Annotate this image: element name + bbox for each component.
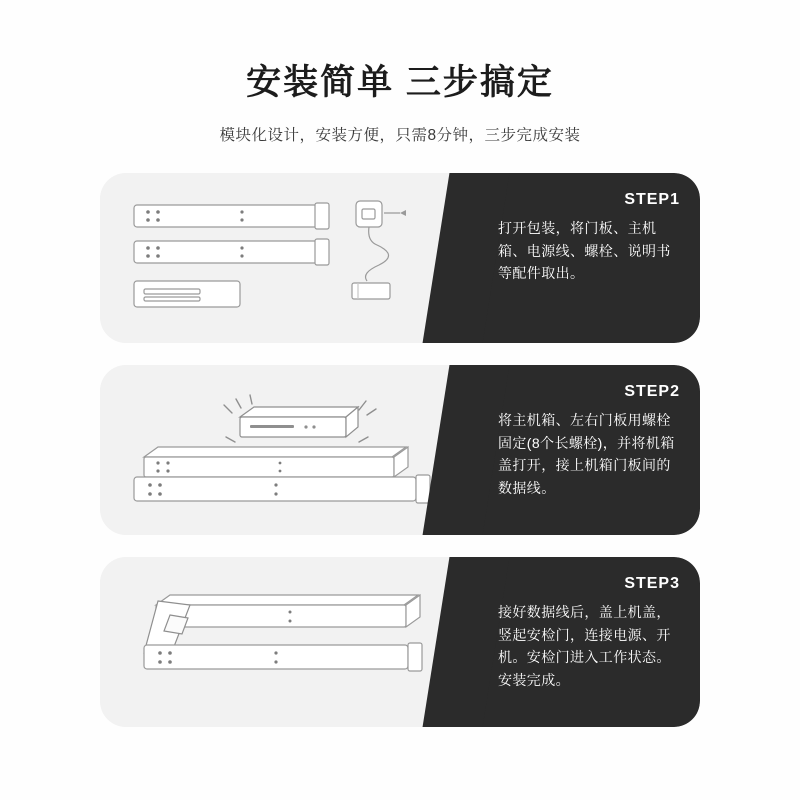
step-1-illustration xyxy=(100,173,470,343)
step-3-label: STEP3 xyxy=(624,575,680,592)
step-3-text-panel xyxy=(470,557,700,727)
step-1-description: 打开包装，将门板、主机箱、电源线、螺栓、说明书等配件取出。 xyxy=(498,220,671,282)
step-card-3 xyxy=(100,557,700,727)
packaging-parts-icon xyxy=(100,173,470,343)
step-2-description: 将主机箱、左右门板用螺栓固定(8个长螺栓)，并将机箱盖打开，接上机箱门板间的数据线。 xyxy=(498,412,675,497)
finished-gate-icon xyxy=(100,557,470,727)
step-card-2 xyxy=(100,365,700,535)
step-2-label: STEP2 xyxy=(624,383,680,400)
step-1-label: STEP1 xyxy=(624,191,680,208)
page-subtitle: 模块化设计，安装方便，只需8分钟，三步完成安装 xyxy=(219,127,581,144)
step-2-illustration xyxy=(100,365,470,535)
assembling-frame-icon xyxy=(100,365,470,535)
step-3-description: 接好数据线后，盖上机盖，竖起安检门，连接电源、开机。安检门进入工作状态。安装完成。 xyxy=(498,604,671,689)
page-title: 安装简单 三步搞定 xyxy=(246,63,554,102)
step-3-illustration xyxy=(100,557,470,727)
step-card-1 xyxy=(100,173,700,343)
step-2-text-panel xyxy=(470,365,700,535)
step-1-text-panel xyxy=(470,173,700,343)
steps-list xyxy=(100,173,700,727)
